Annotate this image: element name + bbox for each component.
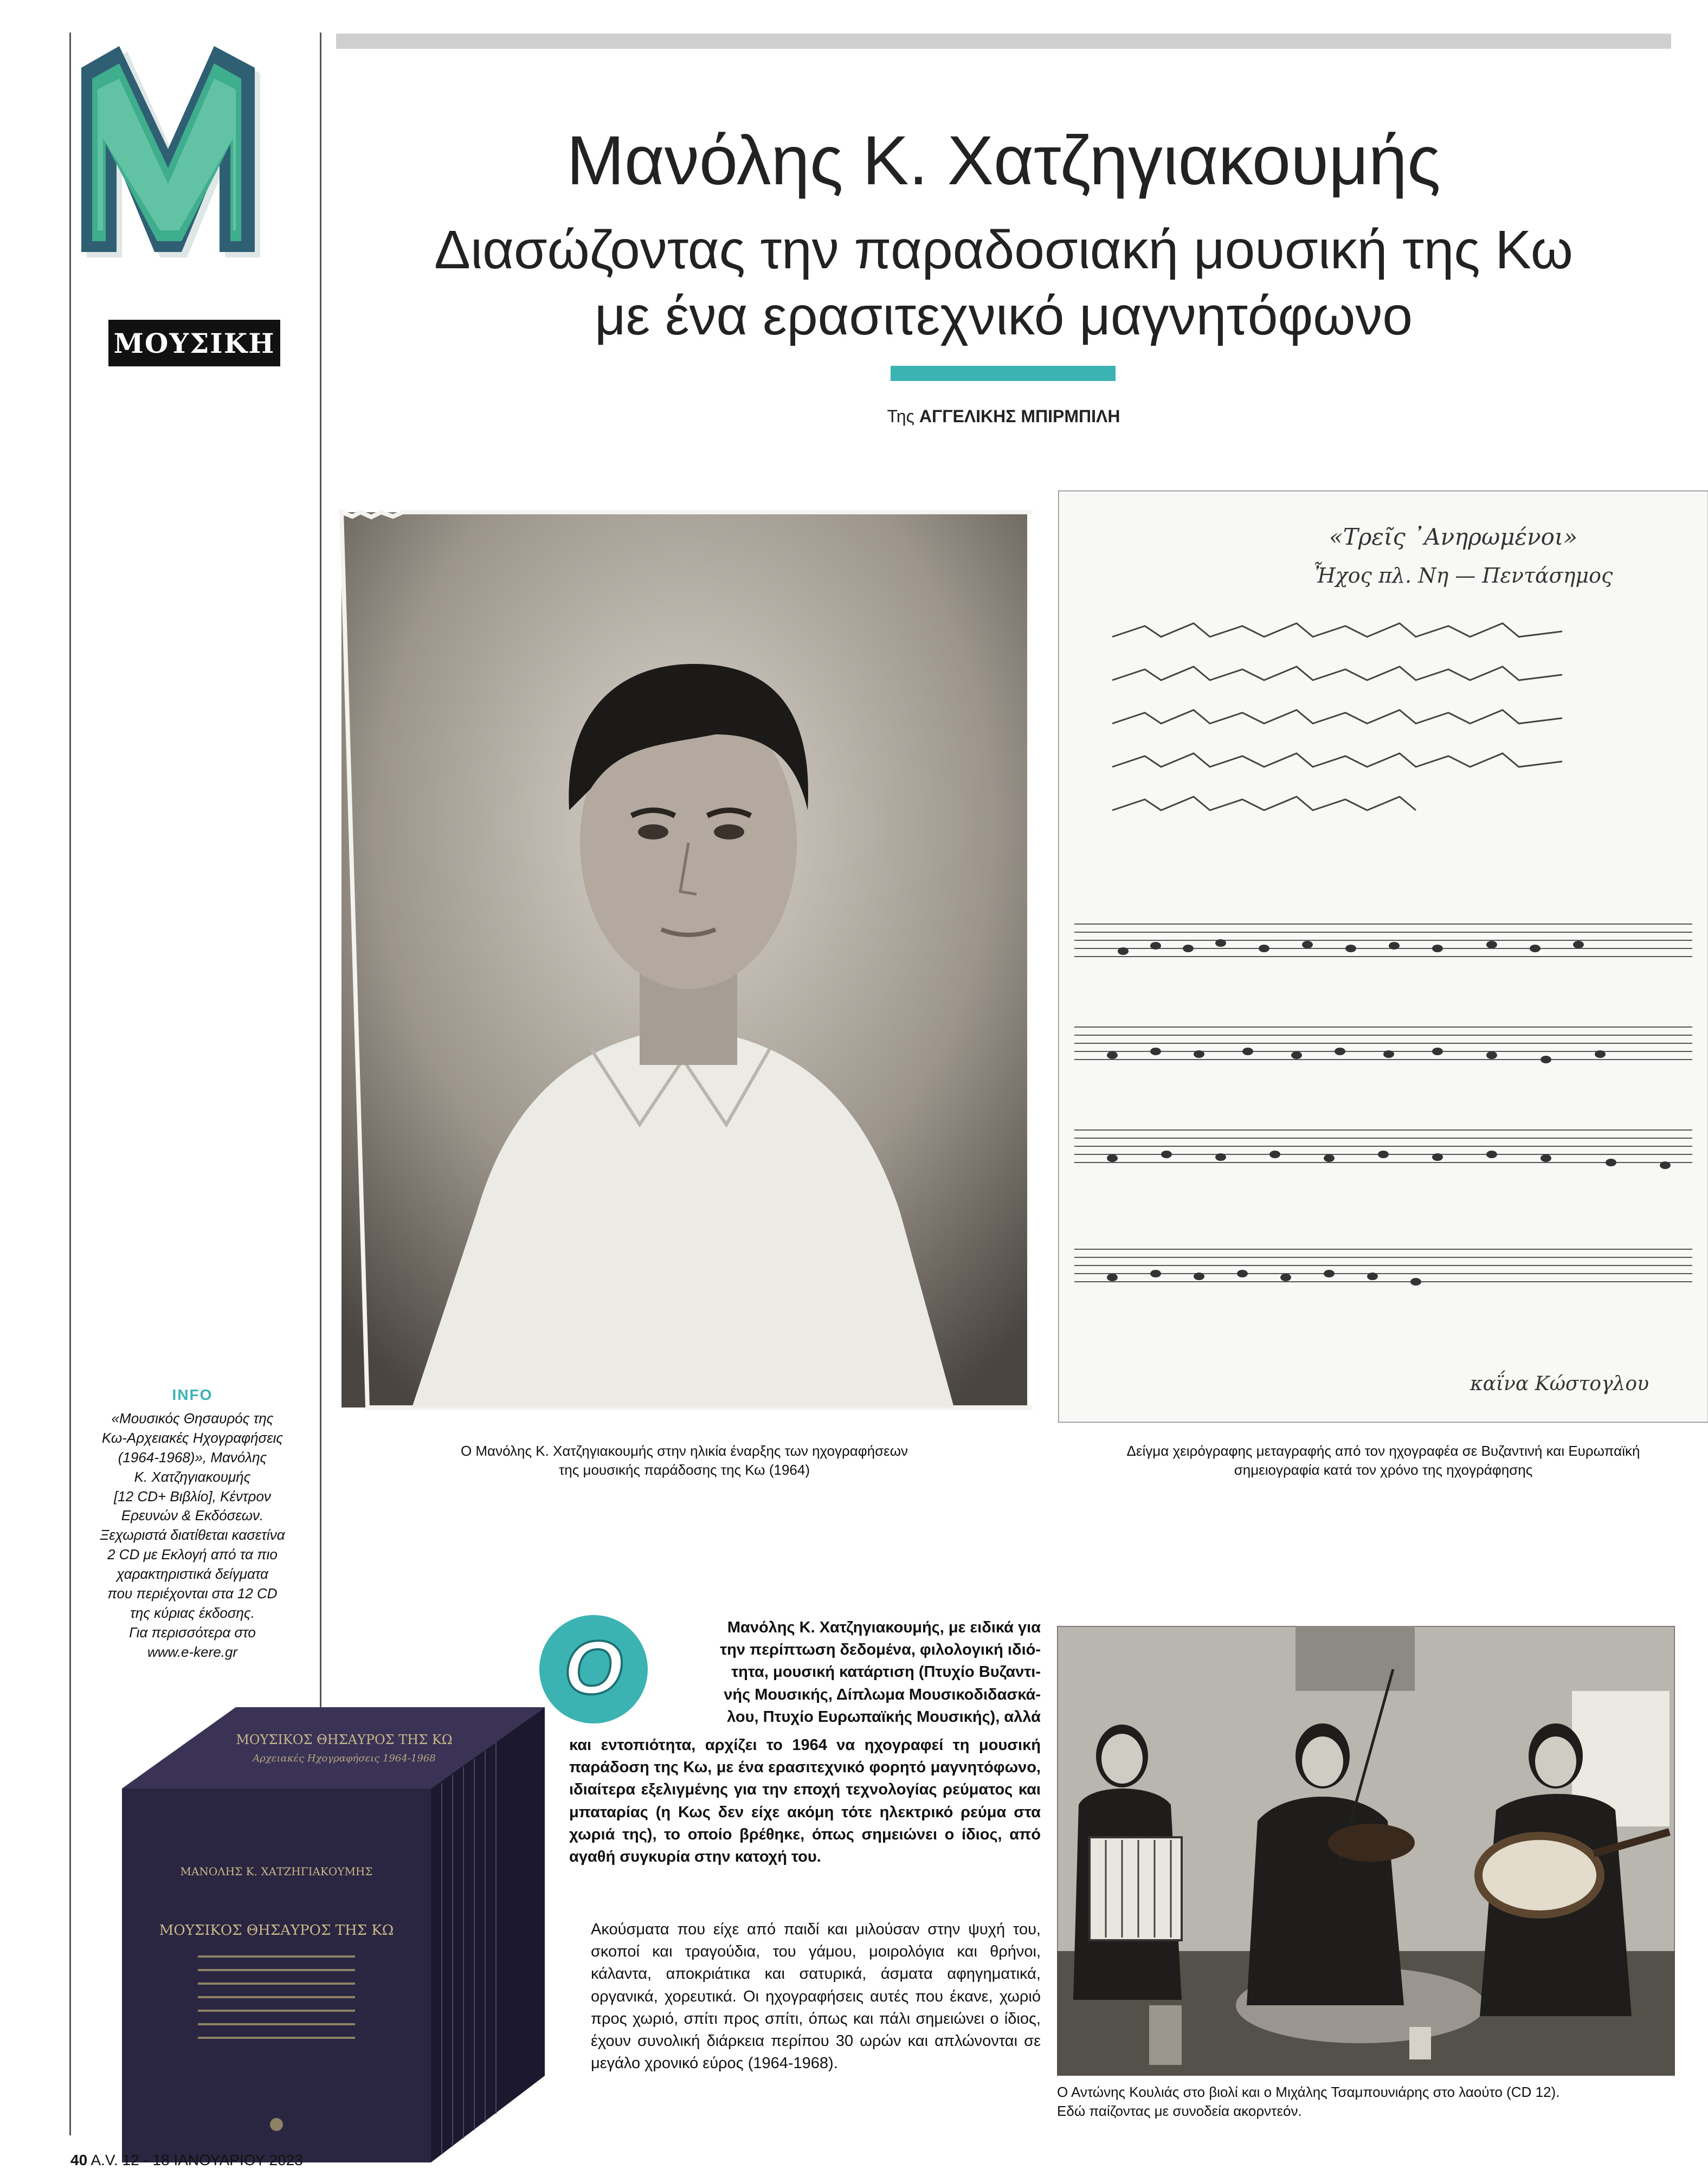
musicians-caption-line-2: Εδώ παίζοντας με συνοδεία ακορντεόν. [1057, 2103, 1302, 2120]
subtitle-line-2: με ένα ερασιτεχνικό μαγνητόφωνο [594, 286, 1413, 346]
info-line: που περιέχονται στα 12 CD [107, 1585, 278, 1602]
info-line: Κω-Αρχειακές Ηχογραφήσεις [101, 1429, 283, 1446]
article-title: Μανόλης Κ. Χατζηγιακουμής [566, 122, 1441, 199]
left-margin-rule [69, 33, 71, 2135]
lead-line: νής Μουσικής, Δίπλωμα Μουσικοδιδασκά- [724, 1686, 1041, 1703]
info-line: της κύριας έκδοσης. [130, 1604, 255, 1621]
musicians-caption-line-1: Ο Αντώνης Κουλιάς στο βιολί και ο Μιχάλης Τσαμπουνιάρης στο λαούτο (CD 12). [1057, 2084, 1560, 2100]
manuscript-caption [1058, 1442, 1708, 1480]
drop-cap-letter: Ο [564, 1625, 623, 1710]
boxset-front-title: ΜΟΥΣΙΚΟΣ ΘΗΣΑΥΡΟΣ ΤΗΣ ΚΩ [159, 1922, 394, 1939]
info-heading: INFO [172, 1386, 213, 1403]
info-line: Ξεχωριστά διατίθεται κασετίνα [100, 1527, 285, 1544]
portrait-caption-line-1: Ο Μανόλης Κ. Χατζηγιακουμής στην ηλικία έναρξης των ηχογραφήσεων [460, 1443, 908, 1459]
lead-line: Μανόλης Κ. Χατζηγιακουμής, με ειδικά για [727, 1619, 1041, 1636]
manuscript-image [1058, 490, 1708, 1423]
article-lead [602, 1617, 1041, 1728]
lead-line: τητα, μουσική κατάρτιση (Πτυχίο Βυζαντι- [731, 1663, 1041, 1681]
issue-date: A.V. 12 - 18 ΙΑΝΟΥΑΡΙΟΥ 2023 [91, 2152, 303, 2168]
portrait-caption-line-2: της μουσικής παράδοσης της Κω (1964) [559, 1462, 810, 1478]
cd-boxset-image [117, 1696, 550, 2168]
info-line: Ερευνών & Εκδόσεων. [121, 1507, 264, 1524]
info-line: «Μουσικός Θησαυρός της [111, 1410, 274, 1426]
byline-author: ΑΓΓΕΛΙΚΗΣ ΜΠΙΡΜΠΙΛΗ [919, 406, 1120, 426]
article-subtitle [336, 217, 1671, 349]
music-section-logo [76, 30, 314, 268]
subtitle-line-1: Διασώζοντας την παραδοσιακή μουσική της Κω [434, 219, 1573, 280]
byline-prefix: Της [887, 406, 914, 426]
section-label: ΜΟΥΣΙΚΗ [108, 320, 280, 366]
info-line: Κ. Χατζηγιακουμής [134, 1468, 251, 1485]
article-lead-continuation: και εντοπιότητα, αρχίζει το 1964 να ηχογραφεί τη μουσική παράδοση της Κω, με ένα ερασιτεχνικό φορητό μαγνητόφωνο, ιδιαίτερα εξελιγμένης για την εποχή τεχνολογίας ρεύματος και μπαταρίας (η Κως δεν είχε ακόμη τότε ηλεκτρικό ρεύμα στα χωριά της), το οποίο βρέθηκε, όπως σημειώνει ο ίδιος, από αγαθή συγκυρία στην κατοχή του. [569, 1736, 1041, 1865]
boxset-top-subtitle: Αρχειακές Ηχογραφήσεις 1964-1968 [253, 1753, 436, 1764]
musicians-photo [1057, 1626, 1675, 2076]
sidebar-rule [320, 33, 321, 1713]
info-line: χαρακτηριστικά δείγματα [117, 1566, 268, 1582]
byline [336, 406, 1671, 427]
boxset-author: ΜΑΝΟΛΗΣ Κ. ΧΑΤΖΗΓΙΑΚΟΥΜΗΣ [180, 1865, 373, 1878]
top-gray-bar [336, 34, 1671, 49]
lead-line: την περίπτωση δεδομένα, φιλολογική ιδιό- [720, 1641, 1041, 1659]
article-paragraph: Ακούσματα που είχε από παιδί και μιλούσαν στην ψυχή του, σκοποί και τραγούδια, του γάμου, μοιρολόγια και θρήνοι, κάλαντα, αποκριάτικα και σατυρικά, άσματα αφηγηματικά, οργανικά, χορευτικά. Οι ηχογραφήσεις αυτές που έκανε, χωριό προς χωριό, σπίτι προς σπίτι, όπως και πάλι σημειώνει ο ίδιος, έχουν συνολική διάρκεια περίπου 30 ωρών και απλώνονται σε μεγάλο χρονικό εύρος (1964-1968). [591, 1921, 1041, 2072]
portrait-photo [336, 507, 1033, 1413]
manuscript-heading: «Τρεῖς ᾿Ανηρωμένοι» [1329, 524, 1578, 550]
manuscript-caption-line-1: Δείγμα χειρόγραφης μεταγραφής από τον ηχογραφέα σε Βυζαντινή και Ευρωπαϊκή [1126, 1443, 1640, 1459]
manuscript-caption-line-2: σημειογραφία κατά τον χρόνο της ηχογράφησης [1234, 1462, 1533, 1478]
info-text [76, 1409, 309, 1662]
info-line: (1964-1968)», Μανόλης [118, 1449, 267, 1465]
info-line: 2 CD με Εκλογή από τα πιο [107, 1546, 278, 1563]
page-number: 40 [70, 2152, 88, 2168]
musicians-caption [1057, 2083, 1675, 2121]
page-footer [70, 2152, 303, 2169]
info-line: Για περισσότερα στο [129, 1624, 256, 1641]
title-accent-bar [891, 366, 1116, 381]
manuscript-mode: Ἦχος πλ. Νη — Πεντάσημος [1313, 564, 1613, 587]
info-line: [12 CD+ Βιβλίο], Κέντρον [114, 1488, 271, 1505]
boxset-top-title: ΜΟΥΣΙΚΟΣ ΘΗΣΑΥΡΟΣ ΤΗΣ ΚΩ [236, 1732, 453, 1747]
info-link[interactable]: www.e-kere.gr [147, 1643, 238, 1660]
portrait-caption [336, 1442, 1033, 1480]
lead-line: λου, Πτυχίο Ευρωπαϊκής Μουσικής), αλλά [727, 1708, 1041, 1726]
manuscript-signature: καΐνα Κώστογλου [1470, 1373, 1649, 1395]
